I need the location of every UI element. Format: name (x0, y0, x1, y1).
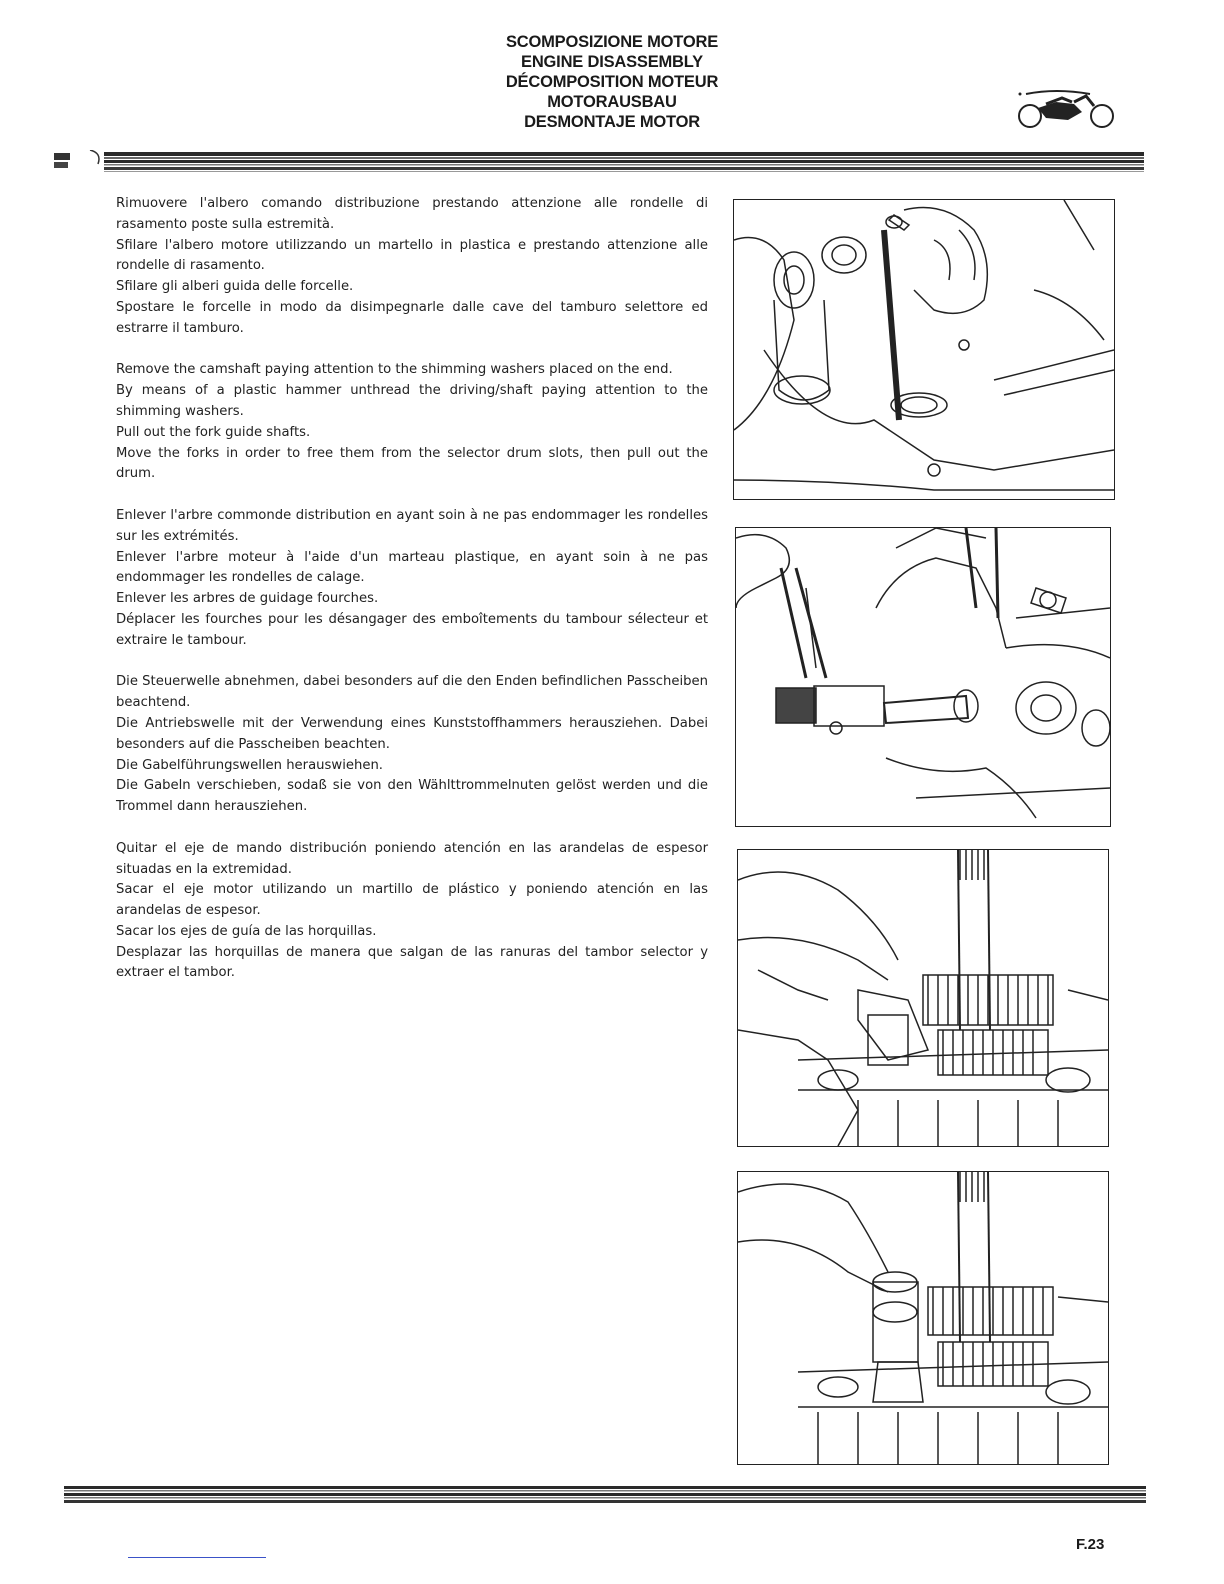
text-line: Sacar los ejes de guía de las horquillas. (116, 923, 377, 939)
text-line: Spostare le forcelle in modo da disimpegnarle dalle cave del tamburo selettore ed estrarre il tamburo. (116, 299, 708, 336)
text-line: Déplacer les fourches pour les désangager des emboîtements du tambour sélecteur et extraire le tambour. (116, 611, 708, 648)
title-french: DÉCOMPOSITION MOTEUR (505, 73, 719, 91)
title-italian: SCOMPOSIZIONE MOTORE (505, 33, 719, 51)
title-english: ENGINE DISASSEMBLY (521, 53, 703, 71)
section-italian (116, 194, 708, 340)
camshaft-removal-illustration (733, 199, 1115, 500)
plastic-hammer-illustration (735, 527, 1111, 827)
instructions-text (116, 194, 708, 1005)
section-spanish (116, 839, 708, 985)
text-line: Pull out the fork guide shafts. (116, 424, 311, 440)
page-number: F.23 (1076, 1536, 1105, 1553)
text-line: Rimuovere l'albero comando distribuzione prestando attenzione alle rondelle di rasamento poste sulla estremità. (116, 196, 708, 232)
section-english (116, 360, 708, 485)
text-line: Move the forks in order to free them from the selector drum slots, then pull out the drum. (116, 445, 708, 482)
selector-drum-illustration (737, 1171, 1109, 1465)
text-line: Die Gabeln verschieben, sodaß sie von den Wählttrommelnuten gelöst werden und die Trommel dann herausziehen. (116, 778, 708, 815)
text-line: Desplazar las horquillas de manera que salgan de las ranuras del tambor selector y extraer el tambor. (116, 944, 708, 981)
fork-guide-shaft-illustration (737, 849, 1109, 1147)
text-line: Quitar el eje de mando distribución poniendo atención en las arandelas de espesor situadas en la extremidad. (116, 840, 708, 877)
text-line: Sacar el eje motor utilizando un martillo de plástico y poniendo atención en las arandelas de espesor. (116, 882, 708, 919)
motorcycle-icon (1016, 84, 1120, 134)
text-line: Die Antriebswelle mit der Verwendung eines Kunststoffhammers herausziehen. Dabei besonders auf die Passcheiben beachten. (116, 715, 708, 752)
text-line: Enlever l'arbre commonde distribution en ayant soin à ne pas endommager les rondelles sur les extrémités. (116, 507, 708, 544)
text-line: Enlever les arbres de guidage fourches. (116, 591, 379, 607)
text-line: Die Steuerwelle abnehmen, dabei besonders auf die den Enden befindlichen Passcheiben beachtend. (116, 674, 708, 711)
title-german: MOTORAUSBAU (547, 93, 677, 111)
footer-rule (64, 1486, 1146, 1504)
section-french (116, 506, 708, 652)
header-rule (54, 150, 1144, 178)
text-line: Sfilare l'albero motore utilizzando un martello in plastica e prestando attenzione alle rondelle di rasamento. (116, 237, 708, 274)
text-line: By means of a plastic hammer unthread the driving/shaft paying attention to the shimming washers. (116, 383, 708, 419)
title-spanish: DESMONTAJE MOTOR (524, 113, 700, 131)
text-line: Sfilare gli alberi guida delle forcelle. (116, 279, 354, 295)
text-line: Remove the camshaft paying attention to the shimming washers placed on the end. (116, 362, 673, 378)
section-german (116, 672, 708, 818)
footer-divider (128, 1557, 266, 1558)
text-line: Enlever l'arbre moteur à l'aide d'un marteau plastique, en ayant soin à ne pas endommager les rondelles de calage. (116, 549, 708, 586)
text-line: Die Gabelführungswellen herauswiehen. (116, 757, 383, 773)
